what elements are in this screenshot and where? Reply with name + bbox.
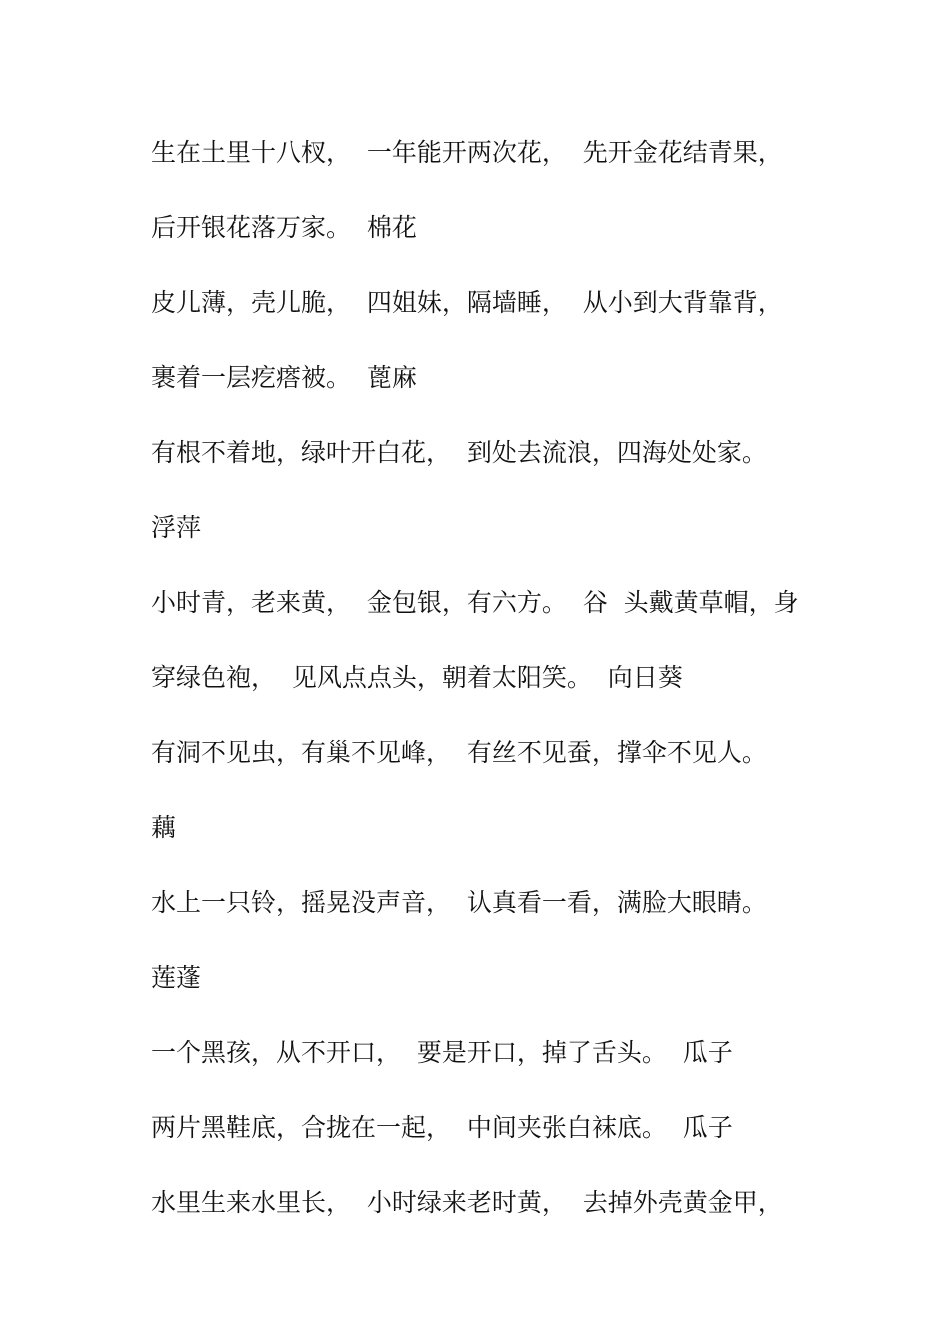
text-line: 水上一只铃，摇晃没声音， 认真看一看，满脸大眼睛。 (151, 888, 767, 917)
text-line: 有洞不见虫，有巢不见峰， 有丝不见蚕，撑伞不见人。 (151, 738, 767, 767)
text-line: 皮儿薄，壳儿脆， 四姐妹，隔墙睡， 从小到大背靠背， (151, 288, 783, 317)
text-line: 浮萍 (151, 513, 202, 542)
text-line: 一个黑孩，从不开口， 要是开口，掉了舌头。 瓜子 (151, 1038, 733, 1067)
text-line: 小时青，老来黄， 金包银，有六方。 谷 头戴黄草帽，身 (151, 588, 799, 617)
text-line: 生在土里十八杈， 一年能开两次花， 先开金花结青果， (151, 138, 783, 167)
text-line: 裹着一层疙瘩被。 蓖麻 (151, 363, 417, 392)
text-line: 藕 (151, 813, 177, 842)
riddle-text-block (151, 130, 831, 1255)
text-line: 莲蓬 (151, 963, 202, 992)
text-line: 穿绿色袍， 见风点点头，朝着太阳笑。 向日葵 (151, 663, 683, 692)
text-line: 有根不着地，绿叶开白花， 到处去流浪，四海处处家。 (151, 438, 767, 467)
text-line: 水里生来水里长， 小时绿来老时黄， 去掉外壳黄金甲， (151, 1188, 783, 1217)
text-line: 两片黑鞋底，合拢在一起， 中间夹张白袜底。 瓜子 (151, 1113, 733, 1142)
text-line: 后开银花落万家。 棉花 (151, 213, 417, 242)
